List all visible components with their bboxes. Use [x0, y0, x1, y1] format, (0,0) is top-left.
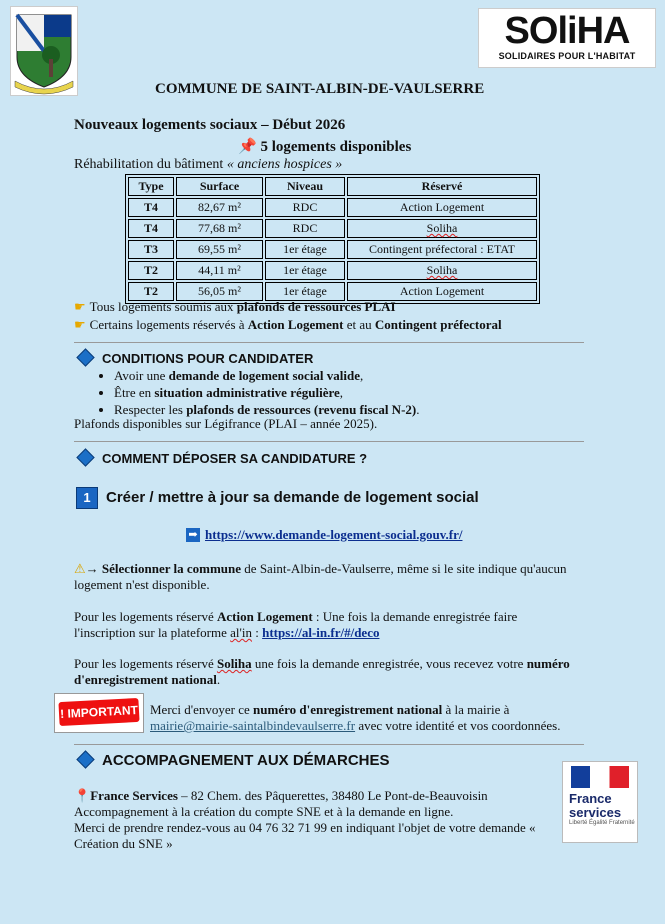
- deposit-title-text: COMMENT DÉPOSER SA CANDIDATURE ?: [102, 451, 368, 466]
- step-number-badge: 1: [76, 487, 98, 509]
- cell-type: T4: [128, 198, 174, 217]
- item-post: .: [416, 402, 420, 417]
- cell-type: T2: [128, 282, 174, 301]
- col-header-surface: Surface: [176, 177, 263, 196]
- accompaniment-title: [76, 752, 390, 769]
- action-bold: Action Logement: [216, 609, 313, 624]
- mail-paragraph: [150, 702, 590, 734]
- diamond-icon: [76, 348, 94, 366]
- item-pre: Respecter les: [114, 402, 187, 417]
- diamond-icon: [76, 448, 94, 466]
- warning-icon: ⚠: [74, 561, 86, 576]
- conditions-list: [74, 367, 419, 418]
- pointing-hand-icon: ☛: [74, 299, 86, 314]
- right-arrow-icon: ➡: [186, 528, 200, 542]
- fs-line2: Accompagnement à la création du compte SNE et à la demande en ligne.: [74, 804, 454, 819]
- cell-type: T4: [128, 219, 174, 238]
- divider: [74, 441, 584, 442]
- mail-bold: numéro d'enregistrement national: [253, 702, 443, 717]
- cell-surface: 77,68 m²: [176, 219, 263, 238]
- accompaniment-title-text: ACCOMPAGNEMENT AUX DÉMARCHES: [102, 752, 390, 769]
- fs-line3: Merci de prendre rendez-vous au 04 76 32 71 99 en indiquant l'objet de votre demande « Création du SNE »: [74, 820, 536, 851]
- note-pre: Certains logements réservés à: [89, 317, 248, 332]
- divider: [74, 744, 584, 745]
- mail-mid: à la mairie à: [442, 702, 510, 717]
- list-item: [114, 367, 419, 384]
- soliha-logo-text: SOliHA: [504, 10, 630, 52]
- deposit-title: [76, 451, 367, 466]
- col-header-reserved: Réservé: [347, 177, 537, 196]
- important-label: ! IMPORTANT: [58, 698, 139, 726]
- conditions-title: [76, 351, 313, 366]
- france-services-logo: [562, 761, 638, 843]
- item-post: ,: [360, 368, 364, 383]
- rehab-name: « anciens hospices »: [226, 157, 343, 172]
- note-bold-action: Action Logement: [247, 317, 344, 332]
- important-text: IMPORTANT: [67, 702, 139, 721]
- cell-reserved: Soliha: [347, 261, 537, 280]
- cell-level: 1er étage: [265, 282, 345, 301]
- note-plai: [74, 299, 396, 315]
- note-mid: et au: [343, 317, 375, 332]
- commune-crest-logo: [10, 6, 78, 96]
- cell-type: T3: [128, 240, 174, 259]
- action-logement-paragraph: [74, 609, 574, 641]
- list-item: [114, 384, 419, 401]
- cell-reserved: Contingent préfectoral : ETAT: [347, 240, 537, 259]
- cell-type: T2: [128, 261, 174, 280]
- available-text: 5 logements disponibles: [260, 139, 412, 155]
- soliha-bold: Soliha: [216, 656, 252, 671]
- conditions-title-text: CONDITIONS POUR CANDIDATER: [102, 351, 314, 366]
- select-commune-paragraph: ⚠→ Sélectionner la commune de Saint-Albin-de-Vaulserre, même si le site indique qu'aucun logement n'est disponible.: [74, 561, 567, 592]
- location-pin-icon: 📍: [74, 788, 91, 803]
- fs-logo-motto: Liberté Égalité Fraternité: [569, 820, 635, 826]
- available-count: [238, 137, 411, 156]
- cell-level: 1er étage: [265, 240, 345, 259]
- col-header-level: Niveau: [265, 177, 345, 196]
- mail-pre: Merci d'envoyer ce: [150, 702, 254, 717]
- diamond-icon: [76, 750, 94, 768]
- table-row: [128, 198, 537, 217]
- col-header-type: Type: [128, 177, 174, 196]
- soliha-end: .: [216, 672, 221, 687]
- cell-surface: 56,05 m²: [176, 282, 263, 301]
- intro-heading: Nouveaux logements sociaux – Début 2026: [74, 117, 346, 133]
- cell-surface: 69,55 m²: [176, 240, 263, 259]
- item-pre: Être en: [114, 385, 155, 400]
- item-pre: Avoir une: [114, 368, 169, 383]
- fs-bold: France Services: [90, 788, 178, 803]
- cell-reserved: Soliha: [347, 219, 537, 238]
- soliha-mid: une fois la demande enregistrée, vous recevez votre: [251, 656, 527, 671]
- soliha-paragraph: [74, 656, 574, 688]
- note-bold-contingent: Contingent préfectoral: [374, 317, 502, 332]
- table-header-row: [128, 177, 537, 196]
- select-rest: de Saint-Albin-de-Vaulserre, même si le site indique qu'aucun logement n'est disponible.: [74, 561, 567, 592]
- divider: [74, 342, 584, 343]
- demande-logement-link[interactable]: https://www.demande-logement-social.gouv.fr/: [205, 527, 463, 542]
- action-pre: Pour les logements réservé: [74, 609, 217, 624]
- cell-reserved: Action Logement: [347, 198, 537, 217]
- alin-word: al'in: [230, 625, 252, 640]
- soliha-tagline: SOLIDAIRES POUR L'HABITAT: [498, 51, 636, 61]
- item-post: ,: [339, 385, 344, 400]
- marianne-flag-icon: [571, 766, 629, 788]
- action-colon: :: [251, 625, 263, 640]
- page-title: COMMUNE DE SAINT-ALBIN-DE-VAULSERRE: [155, 81, 485, 97]
- cell-level: 1er étage: [265, 261, 345, 280]
- table-row: [128, 261, 537, 280]
- cell-reserved: Action Logement: [347, 282, 537, 301]
- table-row: [128, 219, 537, 238]
- item-bold: demande de logement social valide: [168, 368, 361, 383]
- cell-surface: 82,67 m²: [176, 198, 263, 217]
- al-in-link[interactable]: https://al-in.fr/#/deco: [262, 625, 380, 640]
- soliha-bold2: numéro d'enregistrement national: [74, 656, 570, 687]
- pointing-hand-icon: ☛: [74, 317, 86, 332]
- mairie-email-link[interactable]: mairie@mairie-saintalbindevaulserre.fr: [150, 718, 356, 733]
- conditions-footer: Plafonds disponibles sur Légifrance (PLAI – année 2025).: [74, 416, 378, 431]
- fs-address: – 82 Chem. des Pâquerettes, 38480 Le Pont-de-Beauvoisin: [177, 788, 488, 803]
- cell-level: RDC: [265, 219, 345, 238]
- note-reserved: [74, 317, 502, 333]
- note-bold: plafonds de ressources PLAI: [236, 299, 396, 314]
- note-pre: Tous logements soumis aux: [89, 299, 237, 314]
- cell-surface: 44,11 m²: [176, 261, 263, 280]
- step-label: Créer / mettre à jour sa demande de logement social: [106, 489, 479, 506]
- item-bold: situation administrative régulière: [154, 385, 340, 400]
- pushpin-icon: 📌: [238, 139, 257, 155]
- fs-logo-line2: services: [569, 805, 622, 820]
- fs-logo-line1: France: [569, 791, 612, 806]
- rehab-line: [74, 157, 342, 173]
- france-services-block: [74, 788, 564, 852]
- mail-end: avec votre identité et vos coordonnées.: [355, 718, 561, 733]
- soliha-pre: Pour les logements réservé: [74, 656, 217, 671]
- important-stamp: [54, 693, 144, 733]
- select-bold: Sélectionner la commune: [101, 561, 242, 576]
- table-row: [128, 240, 537, 259]
- rehab-prefix: Réhabilitation du bâtiment: [74, 157, 227, 172]
- item-bold: plafonds de ressources (revenu fiscal N-2): [186, 402, 417, 417]
- demande-link-line: [186, 527, 462, 543]
- soliha-logo: [478, 8, 656, 68]
- housing-table: [125, 174, 540, 304]
- action-mid: : Une fois la demande enregistrée faire l'inscription sur la plateforme: [74, 609, 518, 640]
- step-1: [76, 487, 479, 509]
- cell-level: RDC: [265, 198, 345, 217]
